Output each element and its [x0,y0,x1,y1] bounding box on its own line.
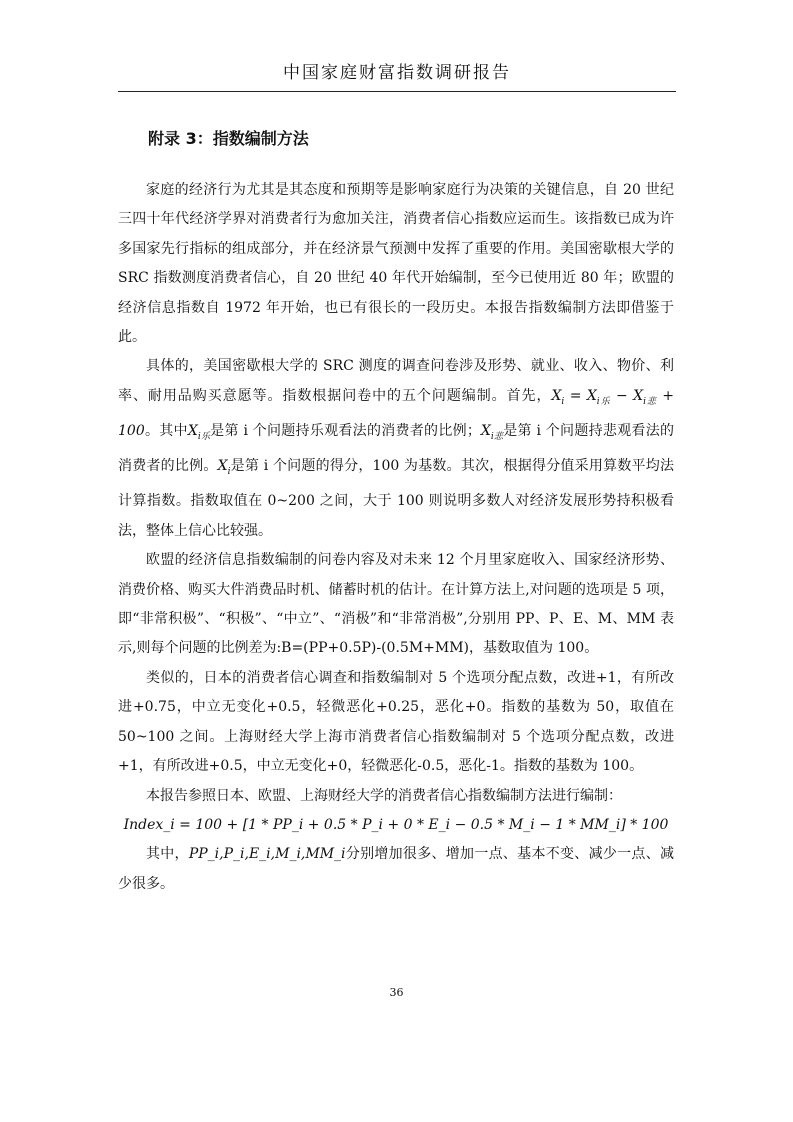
p2-text-e: 是第 i 个问题的得分，100 为基数。其次，根据得分值采用算数平均法计算指数。指数取值在 0~200 之间，大于 100 则说明多数人对经济发展形势持积极看法，整体上信心比较强。 [118,458,674,539]
paragraph-4: 类似的，日本的消费者信心调查和指数编制对 5 个选项分配点数，改进+1，有所改进+0.75，中立无变化+0.5，轻微恶化+0.25，恶化+0。指数的基数为 50，取值在 50~100 之间。上海财经大学上海市消费者信心指数编制对 5 个选项分配点数，改进+1，有所改进+0.5，中立无变化+0，轻微恶化-0.5，恶化-1。指数的基数为 100。 [118,669,674,775]
p6-text-b: 分别增加很多、增加一点、基本不变、减少一点、减少很多。 [118,846,674,892]
math-xi-bei-2: $X_{i悲}$ [480,423,504,442]
p2-text-b: 。其中 [144,423,188,440]
paragraph-5: 本报告参照日本、欧盟、上海财经大学的消费者信心指数编制方法进行编制： [146,787,622,804]
math-xi-le-2: $X_{i乐}$ [187,423,211,442]
paragraph-6 [118,840,674,899]
header-rule [118,91,676,92]
paragraph-1: 家庭的经济行为尤其是其态度和预期等是影响家庭行为决策的关键信息，自 20 世纪三四十年代经济学界对消费者行为愈加关注，消费者信心指数应运而生。该指数已成为许多国家先行指标的组成部分，并在经济景气预测中发挥了重要的作用。美国密歇根大学的 SRC 指数测度消费者信心，自 20 世纪 40 年代开始编制，至今已使用近 80 年；欧盟的经济信息指数自 1972 年开始，也已有很长的一段历史。本报告指数编制方法即借鉴于此。 [118,182,674,346]
math-plus-100: + 100 [118,387,674,440]
page-number: 36 [389,986,404,999]
math-xi-2: $X_i$ [217,458,231,478]
p2-text-d: 是第 i 个问题持悲观看法的消费者的比例。 [118,423,674,475]
p2-text-a: 具体的，美国密歇根大学的 SRC 测度的调查问卷涉及形势、就业、收入、物价、利率、耐用品购买意愿等。指数根据问卷中的五个问题编制。首先， [118,358,674,404]
body-text [118,176,674,899]
math-vars: PP_i,P_i,E_i,M_i,MM_i [188,846,346,863]
index-formula: Index_i = 100 + [1 * PP_i + 0.5 * P_i + 0 * E_i − 0.5 * M_i − 1 * MM_i] * 100 [123,816,669,833]
running-header: 中国家庭财富指数调研报告 [283,63,511,83]
math-eq: = [564,387,587,404]
section-title: 附录 3：指数编制方法 [148,129,309,148]
paragraph-2 [118,352,674,546]
math-xi-bei: $X_{i悲}$ [633,387,657,407]
math-xi-le: $X_{i乐}$ [586,387,611,407]
math-minus: − [610,387,634,404]
p6-text-a: 其中， [146,846,189,863]
math-xi: $X_i$ [551,387,565,407]
paragraph-3: 欧盟的经济信息指数编制的问卷内容及对未来 12 个月里家庭收入、国家经济形势、消费价格、购买大件消费品时机、储蓄时机的估计。在计算方法上,对问题的选项是 5 项，即“非常积极”、“积极”、“中立”、“消极”和“非常消极”,分别用 PP、P、E、M、MM 表示,则每个问题的比例差为:B=(PP+0.5P)-(0.5M+MM)，基数取值为 100。 [118,552,674,657]
p2-text-c: 是第 i 个问题持乐观看法的消费者的比例； [210,423,481,440]
